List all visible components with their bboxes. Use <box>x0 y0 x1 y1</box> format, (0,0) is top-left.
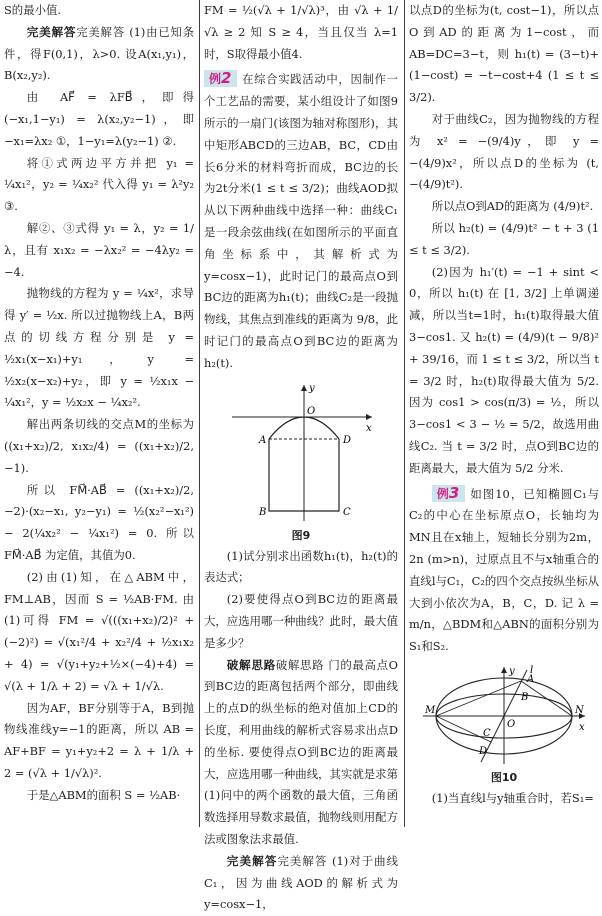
perfect-answer-label: 完美解答 <box>226 853 278 868</box>
text-paragraph: (2)因为 h₁′(t) = −1 + sint < 0，所以 h₁(t) 在 [1, 3/2] 上单调递减，所以当t=1时，h₁(t)取得最大值3−cos1. 又 h₂(t) = (4/9)(t − 9/8)² + 39/16，而 1 ≤ t ≤ 3/2，所以当 t = 3/2 时，h₂(t)取得最大值为 5/2. 因为 cos1 > cos(π/3) = ½，所以 3−cos1 < 3 − ½ = 5/2，故选用曲线C₂. 当 t = 3/2 时，点O到BC边的距离最大，最大值为 5/2 分米. <box>409 264 599 475</box>
origin-label: O <box>307 405 316 417</box>
text-paragraph: 于是△ABM的面积 S = ½AB· <box>26 787 181 802</box>
point-D-label: D <box>479 745 488 757</box>
column-middle <box>204 0 398 912</box>
figure-10-ellipse-diagram <box>419 664 589 768</box>
column-right <box>409 0 599 827</box>
example-2-badge <box>204 70 237 87</box>
point-N-label: N <box>575 704 584 716</box>
point-C-label: C <box>483 727 491 739</box>
text-paragraph: (2)由(1)知，在△ABM中，FM⊥AB，因而 S = ½AB·FM. 由(1)可得 FM = √(((x₁+x₂)/2)² + (−2)²) = √(x₁²/4 + x₂²/4 + ½x₁x₂ + 4) = √(y₁+y₂+½×(−4)+4) = √(λ + 1/λ + 2) = √λ + 1/√λ. <box>4 569 194 693</box>
figure-9-door-diagram <box>226 381 376 526</box>
column-divider-left <box>199 0 200 827</box>
figure-9-caption: 图9 <box>291 528 311 542</box>
text-paragraph: 解出两条切线的交点M的坐标为 ((x₁+x₂)/2, x₁x₂/4) = ((x₁+x₂)/2, −1). <box>4 417 194 475</box>
text-paragraph: 完美解答 (1)对于曲线C₁，因为曲线AOD的解析式为 y=cosx−1， <box>204 853 398 912</box>
point-A-label: A <box>259 434 267 446</box>
text-paragraph: 以点D的坐标为(t, cost−1)，所以点O到AD的距离为1−cost，而AB=DC=3−t，则 h₁(t) = (3−t)+(1−cost) = −t−cost+4 (1 ≤ t ≤ 3/2). <box>409 3 599 105</box>
example-2-statement <box>204 69 398 374</box>
perfect-answer-label: 完美解答 <box>26 24 77 39</box>
solving-idea-label: 破解思路 <box>226 657 276 672</box>
text-paragraph: 所以 FM⃗·AB⃗ = ((x₁+x₂)/2, −2)·(x₂−x₁, y₂−y₁) = ½(x₂²−x₁²) − 2(¼x₂² − ¼x₁²) = 0. 所以 FM⃗·AB⃗ 为定值，其值为0. <box>4 482 194 562</box>
point-B-label: B <box>521 691 529 703</box>
point-M-label: M <box>425 704 436 716</box>
solving-idea <box>204 655 398 851</box>
column-divider-right <box>404 0 405 827</box>
solution-part1-intro <box>4 22 194 87</box>
example-number: 3 <box>448 483 460 502</box>
text-paragraph: 如图10，已知椭圆C₁与C₂的中心在坐标原点O，长轴均为MN且在x轴上，短轴长分别为2m，2n (m>n)，过原点且不与x轴重合的直线l与C₁，C₂的四个交点按纵坐标从大到小依次为A，B，C，D. 记 λ = m/n，△BDM和△ABN的面积分别为S₁和S₂. <box>409 486 599 654</box>
origin-label: O <box>507 718 516 730</box>
text-paragraph: 由 AF⃗ = λFB⃗，即得 (−x₁,1−y₁) = λ(x₂,y₂−1)，即 −x₁=λx₂ ①，1−y₁=λ(y₂−1) ②. <box>4 90 194 148</box>
y-axis-label: y <box>509 665 515 677</box>
segment-MB <box>436 681 521 716</box>
point-B-label: B <box>259 506 267 518</box>
x-axis-label: x <box>579 721 585 733</box>
solution-2-intro <box>204 851 398 916</box>
x-axis-arrow <box>366 414 372 420</box>
point-A-label: A <box>527 673 535 685</box>
text-line: S的最小值. <box>4 3 61 17</box>
figure-10-caption: 图10 <box>490 770 518 784</box>
example-word: 例 <box>209 72 222 87</box>
column-left <box>4 0 194 827</box>
text-paragraph: FM = ½(√λ + 1/√λ)³，由 √λ + 1/√λ ≥ 2 知 S ≥ 4，当且仅当 λ=1 时，S取得最小值4. <box>204 3 398 61</box>
point-C-label: C <box>343 506 351 518</box>
example-3-statement <box>409 484 599 658</box>
example-number: 2 <box>221 69 232 88</box>
text-paragraph: 破解思路 门的最高点O到BC边的距离包括两个部分，即曲线上的点D的纵坐标的绝对值加上CD的长度，利用曲线的解析式容易求出点D的坐标. 要使得点O到BC边的距离最大，应选用哪一种曲线，其实就是求第(1)问中的两个函数的最大值，三角函数选择用导数求最值，抛物线则用配方法或图象法求最值. <box>204 657 398 846</box>
text-paragraph: 对于曲线C₂，因为抛物线的方程为 x² = −(9/4)y，即 y = −(4/9)x²，所以点D的坐标为 (t, −(4/9)t²). <box>409 111 599 192</box>
example-word: 例 <box>436 486 449 501</box>
question-1: (1)试分别求出函数h₁(t)，h₂(t)的表达式； <box>204 548 398 585</box>
point-D-label: D <box>343 434 352 446</box>
x-axis-label: x <box>366 422 372 434</box>
text-paragraph: 在综合实践活动中，因制作一个工艺品的需要，某小组设计了如图9所示的一扇门(该图为轴对称图形)，其中矩形ABCD的三边AB，BC，CD由长6分米的材料弯折而成，BC边的长为2t分米(1 ≤ t ≤ 3/2)；曲线AOD拟从以下两种曲线中选择一种：曲线C₁是一段余弦曲线(在如图所示的平面直角坐标系中，其解析式为 y=cosx−1)，此时记门的最高点O到BC边的距离为h₁(t)；曲线C₂是一段抛物线，其焦点到准线的距离为 9/8，此时记门的最高点O到BC边的距离为h₂(t). <box>204 72 398 370</box>
y-axis-label: y <box>309 382 315 394</box>
question-2: (2)要使得点O到BC边的距离最大，应选用哪一种曲线？此时，最大值是多少？ <box>204 592 398 650</box>
text-line: 完美解答 (1)由已知条件，得F(0,1)，λ>0. 设A(x₁,y₁)，B(x₂,y₂). <box>4 24 194 83</box>
y-axis-arrow <box>501 667 507 673</box>
text-paragraph: 所以点O到AD的距离为 (4/9)t². <box>431 199 594 214</box>
text-paragraph: 所以 h₂(t) = (4/9)t² − t + 3 (1 ≤ t ≤ 3/2). <box>409 220 599 257</box>
y-axis-arrow <box>301 385 307 391</box>
question-1: (1)当直线l与y轴重合时，若S₁= <box>431 790 594 805</box>
text-paragraph: 将①式两边平方并把 y₁ = ¼x₁²，y₂ = ¼x₂² 代入得 y₁ = λ²y₂ ③. <box>4 155 194 214</box>
text-paragraph: 因为AF，BF分别等于A，B到抛物线准线y=−1的距离，所以 AB = AF+BF = y₁+y₂+2 = λ + 1/λ + 2 = (√λ + 1/√λ)². <box>4 700 194 780</box>
example-3-badge <box>432 485 465 502</box>
line-l-label: l <box>530 664 534 676</box>
text-paragraph: 解②、③式得 y₁ = λ，y₂ = 1/λ，且有 x₁x₂ = −λx₂² = −4λy₂ = −4. <box>4 220 194 279</box>
text-paragraph: 抛物线的方程为 y = ¼x²，求导得 y′ = ½x. 所以过抛物线上A，B两点的切线方程分别是 y = ½x₁(x−x₁)+y₁，y = ½x₂(x−x₂)+y₂，即 y = ½x₁x − ¼x₁²，y = ½x₂x − ¼x₂². <box>4 286 194 410</box>
